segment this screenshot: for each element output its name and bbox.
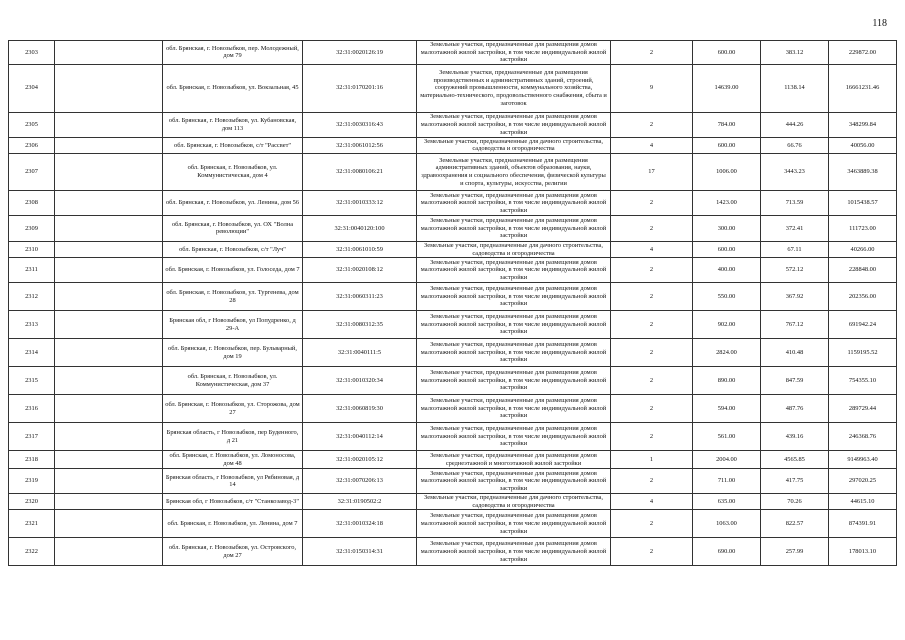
table-row <box>9 395 897 423</box>
blank-cell <box>55 283 163 311</box>
blank-cell <box>55 395 163 423</box>
group-number-cell: 2 <box>611 283 693 311</box>
cadastral-number-cell: 32:31:0020126:19 <box>303 41 417 65</box>
group-number-cell: 17 <box>611 153 693 190</box>
table-body <box>9 41 897 566</box>
land-use-cell: Земельные участки, предназначенные для размещения домов малоэтажной жилой застройки, в том числе индивидуальной жилой застройки <box>417 41 611 65</box>
area-cell: 1063.00 <box>693 510 761 538</box>
cadastral-value-cell: 44615.10 <box>829 494 897 510</box>
area-cell: 690.00 <box>693 538 761 566</box>
address-cell: обл. Брянская, г. Новозыбков, с/т "Луч" <box>163 241 303 257</box>
row-number-cell: 2321 <box>9 510 55 538</box>
land-use-cell: Земельные участки, предназначенные для дачного строительства, садоводства и огородничества <box>417 241 611 257</box>
area-cell: 600.00 <box>693 137 761 153</box>
group-number-cell: 2 <box>611 395 693 423</box>
row-number-cell: 2312 <box>9 283 55 311</box>
row-number-cell: 2303 <box>9 41 55 65</box>
address-cell: обл. Брянская, г. Новозыбков, ул. Ломоносова, дом 48 <box>163 451 303 469</box>
blank-cell <box>55 258 163 283</box>
specific-value-cell: 70.26 <box>761 494 829 510</box>
cadastral-number-cell: 32:31:0150314:31 <box>303 538 417 566</box>
cadastral-number-cell: 32:31:0040112:14 <box>303 423 417 451</box>
row-number-cell: 2310 <box>9 241 55 257</box>
address-cell: обл. Брянская, г. Новозыбков, ул. Тургенева, дом 28 <box>163 283 303 311</box>
row-number-cell: 2319 <box>9 469 55 494</box>
table-row <box>9 367 897 395</box>
table-row <box>9 423 897 451</box>
area-cell: 594.00 <box>693 395 761 423</box>
group-number-cell: 2 <box>611 112 693 137</box>
row-number-cell: 2316 <box>9 395 55 423</box>
group-number-cell: 2 <box>611 469 693 494</box>
land-use-cell: Земельные участки, предназначенные для размещения домов малоэтажной жилой застройки, в том числе индивидуальной жилой застройки <box>417 112 611 137</box>
row-number-cell: 2318 <box>9 451 55 469</box>
blank-cell <box>55 241 163 257</box>
address-cell: обл. Брянская, г. Новозыбков, ул. Кубановская, дом 113 <box>163 112 303 137</box>
area-cell: 550.00 <box>693 283 761 311</box>
land-use-cell: Земельные участки, предназначенные для размещения домов малоэтажной жилой застройки, в том числе индивидуальной жилой застройки <box>417 367 611 395</box>
land-use-cell: Земельные участки, предназначенные для размещения домов малоэтажной жилой застройки, в том числе индивидуальной жилой застройки <box>417 510 611 538</box>
specific-value-cell: 1138.14 <box>761 64 829 112</box>
table-row <box>9 510 897 538</box>
blank-cell <box>55 153 163 190</box>
address-cell: обл. Брянская, г. Новозыбков, ул. Коммунистическая, дом 37 <box>163 367 303 395</box>
table-row <box>9 215 897 241</box>
blank-cell <box>55 510 163 538</box>
table-row <box>9 451 897 469</box>
blank-cell <box>55 367 163 395</box>
table-row <box>9 339 897 367</box>
cadastral-value-cell: 246368.76 <box>829 423 897 451</box>
group-number-cell: 2 <box>611 510 693 538</box>
area-cell: 400.00 <box>693 258 761 283</box>
table-row <box>9 112 897 137</box>
row-number-cell: 2309 <box>9 215 55 241</box>
address-cell: Брянская обл, г Новозыбков, ул Попудренко, д 29-А <box>163 311 303 339</box>
land-use-cell: Земельные участки, предназначенные для размещения домов среднеэтажной и многоэтажной жилой застройки <box>417 451 611 469</box>
cadastral-value-table <box>8 40 897 566</box>
blank-cell <box>55 190 163 215</box>
group-number-cell: 2 <box>611 215 693 241</box>
specific-value-cell: 822.57 <box>761 510 829 538</box>
cadastral-number-cell: 32:31:0061010:59 <box>303 241 417 257</box>
land-use-cell: Земельные участки, предназначенные для размещения домов малоэтажной жилой застройки, в том числе индивидуальной жилой застройки <box>417 190 611 215</box>
row-number-cell: 2311 <box>9 258 55 283</box>
cadastral-value-cell: 40056.00 <box>829 137 897 153</box>
address-cell: обл. Брянская, г. Новозыбков, пер. Бульварный, дом 19 <box>163 339 303 367</box>
cadastral-number-cell: 32:31:0080106:21 <box>303 153 417 190</box>
specific-value-cell: 410.48 <box>761 339 829 367</box>
area-cell: 902.00 <box>693 311 761 339</box>
cadastral-number-cell: 32:31:0040120:100 <box>303 215 417 241</box>
area-cell: 890.00 <box>693 367 761 395</box>
specific-value-cell: 66.76 <box>761 137 829 153</box>
cadastral-number-cell: 32:31:0010324:18 <box>303 510 417 538</box>
specific-value-cell: 572.12 <box>761 258 829 283</box>
area-cell: 1006.00 <box>693 153 761 190</box>
area-cell: 600.00 <box>693 241 761 257</box>
address-cell: обл. Брянская, г. Новозыбков, с/т "Рассвет" <box>163 137 303 153</box>
address-cell: Брянская область, г Новозыбков, пер Буденного, д 21 <box>163 423 303 451</box>
row-number-cell: 2305 <box>9 112 55 137</box>
specific-value-cell: 372.41 <box>761 215 829 241</box>
specific-value-cell: 439.16 <box>761 423 829 451</box>
area-cell: 600.00 <box>693 41 761 65</box>
cadastral-number-cell: 32:31:0010320:34 <box>303 367 417 395</box>
blank-cell <box>55 112 163 137</box>
address-cell: обл. Брянская, г. Новозыбков, ул. Сторожова, дом 27 <box>163 395 303 423</box>
land-use-cell: Земельные участки, предназначенные для размещения домов малоэтажной жилой застройки, в том числе индивидуальной жилой застройки <box>417 258 611 283</box>
group-number-cell: 9 <box>611 64 693 112</box>
cadastral-number-cell: 32:31:0170201:16 <box>303 64 417 112</box>
cadastral-value-cell: 111723.00 <box>829 215 897 241</box>
cadastral-number-cell: 32:31:0020108:12 <box>303 258 417 283</box>
row-number-cell: 2315 <box>9 367 55 395</box>
cadastral-value-cell: 1015438.57 <box>829 190 897 215</box>
table-row <box>9 494 897 510</box>
blank-cell <box>55 451 163 469</box>
row-number-cell: 2322 <box>9 538 55 566</box>
row-number-cell: 2313 <box>9 311 55 339</box>
table-row <box>9 190 897 215</box>
group-number-cell: 4 <box>611 137 693 153</box>
land-use-cell: Земельные участки, предназначенные для размещения домов малоэтажной жилой застройки, в том числе индивидуальной жилой застройки <box>417 215 611 241</box>
blank-cell <box>55 494 163 510</box>
cadastral-value-cell: 289729.44 <box>829 395 897 423</box>
group-number-cell: 2 <box>611 423 693 451</box>
blank-cell <box>55 538 163 566</box>
area-cell: 300.00 <box>693 215 761 241</box>
group-number-cell: 2 <box>611 41 693 65</box>
group-number-cell: 2 <box>611 190 693 215</box>
blank-cell <box>55 339 163 367</box>
group-number-cell: 2 <box>611 258 693 283</box>
cadastral-number-cell: 32:31:0060819:30 <box>303 395 417 423</box>
row-number-cell: 2317 <box>9 423 55 451</box>
blank-cell <box>55 41 163 65</box>
table-row <box>9 64 897 112</box>
cadastral-value-cell: 297020.25 <box>829 469 897 494</box>
area-cell: 14639.00 <box>693 64 761 112</box>
cadastral-value-cell: 40266.00 <box>829 241 897 257</box>
group-number-cell: 1 <box>611 451 693 469</box>
group-number-cell: 2 <box>611 367 693 395</box>
address-cell: обл. Брянская, г. Новозыбков, ул. Вокзальная, 45 <box>163 64 303 112</box>
address-cell: Брянская область, г Новозыбков, ул Рябиновая, д 14 <box>163 469 303 494</box>
blank-cell <box>55 64 163 112</box>
land-use-cell: Земельные участки, предназначенные для размещения административных зданий, объектов образования, науки, здравоохранения и социального обеспечения, физической культуры и спорта, культуры, искусства, религии <box>417 153 611 190</box>
group-number-cell: 4 <box>611 494 693 510</box>
group-number-cell: 2 <box>611 311 693 339</box>
specific-value-cell: 417.75 <box>761 469 829 494</box>
cadastral-value-cell: 9149963.40 <box>829 451 897 469</box>
cadastral-value-cell: 1159195.52 <box>829 339 897 367</box>
area-cell: 2004.00 <box>693 451 761 469</box>
cadastral-value-cell: 874391.91 <box>829 510 897 538</box>
row-number-cell: 2320 <box>9 494 55 510</box>
area-cell: 784.00 <box>693 112 761 137</box>
specific-value-cell: 4565.85 <box>761 451 829 469</box>
specific-value-cell: 367.92 <box>761 283 829 311</box>
address-cell: обл. Брянская, г. Новозыбков, ул. Коммунистическая, дом 4 <box>163 153 303 190</box>
cadastral-number-cell: 32:31:0010333:12 <box>303 190 417 215</box>
table-row <box>9 469 897 494</box>
specific-value-cell: 713.59 <box>761 190 829 215</box>
address-cell: обл. Брянская, г. Новозыбков, пер. Молодежный, дом 79 <box>163 41 303 65</box>
address-cell: Брянская обл, г Новозыбков, с/т "Станкозавод-3" <box>163 494 303 510</box>
land-use-cell: Земельные участки, предназначенные для размещения производственных и административных зданий, строений, сооружений промышленности, коммунального хозяйства, материально-технического, продовольственного снабжения, сбыта и заготовок <box>417 64 611 112</box>
row-number-cell: 2314 <box>9 339 55 367</box>
cadastral-number-cell: 32:31:0061012:56 <box>303 137 417 153</box>
area-cell: 1423.00 <box>693 190 761 215</box>
specific-value-cell: 444.26 <box>761 112 829 137</box>
cadastral-number-cell: 32:31:0190502:2 <box>303 494 417 510</box>
page-number: 118 <box>872 18 887 29</box>
group-number-cell: 4 <box>611 241 693 257</box>
cadastral-value-cell: 16661231.46 <box>829 64 897 112</box>
cadastral-number-cell: 32:31:0060311:23 <box>303 283 417 311</box>
cadastral-value-cell: 178013.10 <box>829 538 897 566</box>
cadastral-number-cell: 32:31:0020105:12 <box>303 451 417 469</box>
land-use-cell: Земельные участки, предназначенные для дачного строительства, садоводства и огородничества <box>417 137 611 153</box>
cadastral-number-cell: 32:31:0030316:43 <box>303 112 417 137</box>
address-cell: обл. Брянская, г. Новозыбков, ул. Ленина, дом 7 <box>163 510 303 538</box>
land-use-cell: Земельные участки, предназначенные для размещения домов малоэтажной жилой застройки, в том числе индивидуальной жилой застройки <box>417 311 611 339</box>
specific-value-cell: 67.11 <box>761 241 829 257</box>
land-use-cell: Земельные участки, предназначенные для дачного строительства, садоводства и огородничества <box>417 494 611 510</box>
row-number-cell: 2304 <box>9 64 55 112</box>
land-use-cell: Земельные участки, предназначенные для размещения домов малоэтажной жилой застройки, в том числе индивидуальной жилой застройки <box>417 395 611 423</box>
table-row <box>9 41 897 65</box>
blank-cell <box>55 423 163 451</box>
land-use-cell: Земельные участки, предназначенные для размещения домов малоэтажной жилой застройки, в том числе индивидуальной жилой застройки <box>417 469 611 494</box>
group-number-cell: 2 <box>611 339 693 367</box>
blank-cell <box>55 469 163 494</box>
address-cell: обл. Брянская, г. Новозыбков, ул. ОХ "Волна революции" <box>163 215 303 241</box>
cadastral-number-cell: 32:31:0070206:13 <box>303 469 417 494</box>
table-row <box>9 241 897 257</box>
land-use-cell: Земельные участки, предназначенные для размещения домов малоэтажной жилой застройки, в том числе индивидуальной жилой застройки <box>417 339 611 367</box>
cadastral-value-cell: 229872.00 <box>829 41 897 65</box>
row-number-cell: 2308 <box>9 190 55 215</box>
specific-value-cell: 847.59 <box>761 367 829 395</box>
cadastral-value-cell: 3463889.38 <box>829 153 897 190</box>
address-cell: обл. Брянская, г. Новозыбков, ул. Голоседа, дом 7 <box>163 258 303 283</box>
table-row <box>9 258 897 283</box>
cadastral-value-cell: 202356.00 <box>829 283 897 311</box>
specific-value-cell: 3443.23 <box>761 153 829 190</box>
blank-cell <box>55 311 163 339</box>
cadastral-value-cell: 228848.00 <box>829 258 897 283</box>
specific-value-cell: 487.76 <box>761 395 829 423</box>
land-use-cell: Земельные участки, предназначенные для размещения домов малоэтажной жилой застройки, в том числе индивидуальной жилой застройки <box>417 283 611 311</box>
table-row <box>9 137 897 153</box>
specific-value-cell: 257.99 <box>761 538 829 566</box>
address-cell: обл. Брянская, г. Новозыбков, ул. Островского, дом 27 <box>163 538 303 566</box>
cadastral-value-cell: 754355.10 <box>829 367 897 395</box>
area-cell: 561.00 <box>693 423 761 451</box>
specific-value-cell: 383.12 <box>761 41 829 65</box>
area-cell: 635.00 <box>693 494 761 510</box>
blank-cell <box>55 215 163 241</box>
group-number-cell: 2 <box>611 538 693 566</box>
area-cell: 711.00 <box>693 469 761 494</box>
land-use-cell: Земельные участки, предназначенные для размещения домов малоэтажной жилой застройки, в том числе индивидуальной жилой застройки <box>417 538 611 566</box>
cadastral-number-cell: 32:31:0040111:5 <box>303 339 417 367</box>
cadastral-number-cell: 32:31:0080312:35 <box>303 311 417 339</box>
table-row <box>9 153 897 190</box>
row-number-cell: 2307 <box>9 153 55 190</box>
table-row <box>9 283 897 311</box>
table-row <box>9 538 897 566</box>
blank-cell <box>55 137 163 153</box>
table-row <box>9 311 897 339</box>
row-number-cell: 2306 <box>9 137 55 153</box>
cadastral-value-cell: 691942.24 <box>829 311 897 339</box>
area-cell: 2824.00 <box>693 339 761 367</box>
cadastral-value-cell: 348299.84 <box>829 112 897 137</box>
address-cell: обл. Брянская, г. Новозыбков, ул. Ленина, дом 56 <box>163 190 303 215</box>
specific-value-cell: 767.12 <box>761 311 829 339</box>
land-use-cell: Земельные участки, предназначенные для размещения домов малоэтажной жилой застройки, в том числе индивидуальной жилой застройки <box>417 423 611 451</box>
